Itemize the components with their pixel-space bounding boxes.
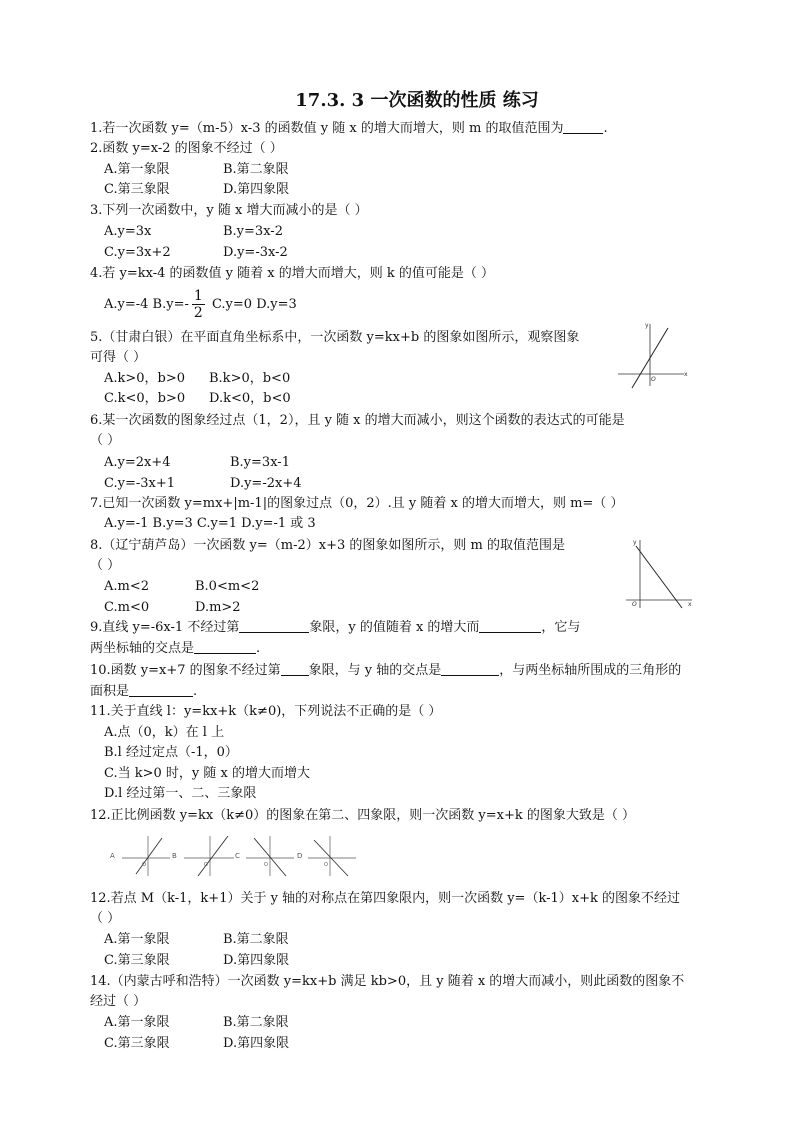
option-c: C.第三象限 [104,953,170,968]
option-label: C [235,852,240,860]
option-c: C.当 k>0 时，y 随 x 的增大而增大 [104,766,310,781]
option-d: D.第四象限 [223,182,290,197]
question-text: 象限，y 的值随着 x 的增大而 [309,620,480,635]
option-c: C.y=3x+2 [104,245,171,260]
option-a: A.第一象限 [104,162,170,177]
axis-label-y: y [645,322,649,329]
question-text: ，与两坐标轴所围成的三角形的 [499,663,682,678]
option-d: D.第四象限 [223,1036,290,1051]
answer-blank [441,661,499,676]
option-c: C.y=-3x+1 [104,476,176,491]
question-7-options: A.y=-1 B.y=3 C.y=1 D.y=-1 或 3 [104,516,316,531]
answer-blank [281,661,309,676]
option-c: C.k<0，b>0 [104,391,186,406]
graph-option-c [235,836,294,876]
function-line [198,836,228,876]
question-text: 象限，与 y 轴的交点是 [308,663,442,678]
option-a: A.m<2 [104,579,150,594]
option-a: A.第一象限 [104,932,170,947]
punct: . [603,121,608,136]
origin-label: O [651,376,656,383]
question-5-line-1: 5.（甘肃白银）在平面直角坐标系中，一次函数 y=kx+b 的图象如图所示，观察图象 [90,330,580,345]
option-d: D.l 经过第一、二、三象限 [104,786,257,801]
option-c: C.第三象限 [104,182,170,197]
punct: . [193,684,198,699]
option-d: D.y=-3x-2 [223,245,288,260]
question-6-line-2: （ ） [90,433,121,448]
option-b: B.第二象限 [223,162,289,177]
option-d: D.k<0，b<0 [209,391,291,406]
option-d: D.y=-2x+4 [230,476,302,491]
graph-option-d [297,836,356,876]
function-line [136,838,162,874]
q8-graph [624,536,696,612]
question-12b-line-1: 12.若点 M（k-1，k+1）关于 y 轴的对称点在第四象限内，则一次函数 y=（k-1）x+k 的图象不经过 [90,891,680,906]
question-12b-line-2: （ ） [90,911,121,926]
option-c: C.m<0 [104,600,150,615]
question-7: 7.已知一次函数 y=mx+|m-1|的图象过点（0，2）.且 y 随着 x 的增大而增大，则 m=（ ） [90,496,624,511]
option-a: A.y=2x+4 [104,455,171,470]
graph-option-b [172,836,234,876]
question-text: ，它与 [541,620,581,635]
question-5-line-2: 可得（ ） [90,350,147,365]
function-line [636,546,682,608]
question-10-line-1 [90,661,681,681]
question-9-line-1 [90,618,580,638]
question-12a: 12.正比例函数 y=kx（k≠0）的图象在第二、四象限，则一次函数 y=x+k 的图象大致是（ ） [90,808,636,823]
option-a: A.第一象限 [104,1015,170,1030]
origin-label: O [142,862,146,868]
option-b: B.第二象限 [223,1015,289,1030]
question-4: 4.若 y=kx-4 的函数值 y 随着 x 的增大而增大，则 k 的值可能是（ ） [90,266,495,281]
option-d: D.第四象限 [223,953,290,968]
option-c: C.第三象限 [104,1036,170,1051]
question-14-line-2: 经过（ ） [90,994,147,1009]
question-text: 9.直线 y=-6x-1 不经过第 [90,620,240,635]
option-b: B.k>0，b<0 [209,371,291,386]
q5-graph [614,318,690,390]
option-label: D [297,852,303,860]
answer-blank [129,682,193,697]
q12a-graph-options [108,834,360,878]
fraction-denominator: 2 [193,305,203,321]
page-title: 17.3. 3 一次函数的性质 练习 [295,90,539,111]
option-a: A.点（0，k）在 l 上 [104,725,225,740]
question-text: 面积是 [90,684,130,699]
option-b: B.y=3x-1 [230,455,290,470]
question-10-line-2 [90,682,197,702]
axis-label-x: x [684,371,688,378]
question-text: 两坐标轴的交点是 [90,641,195,656]
origin-label: O [632,601,637,608]
option-b: B.y=3x-2 [223,224,283,239]
question-8-line-1: 8.（辽宁葫芦岛）一次函数 y=（m-2）x+3 的图象如图所示，则 m 的取值范围是 [90,538,565,553]
answer-blank [239,618,309,633]
answer-blank [479,618,541,633]
question-9-line-2 [90,639,260,659]
question-8-line-2: （ ） [90,558,121,573]
axis-label-x: x [688,601,692,608]
question-11: 11.关于直线 l：y=kx+k（k≠0)，下列说法不正确的是（ ） [90,704,442,719]
option-label: B [172,852,177,860]
option-b: B.l 经过定点（-1，0） [104,745,238,760]
origin-label: O [204,862,208,868]
option-a: A.k>0，b>0 [104,371,186,386]
axis-label-y: y [633,539,637,546]
question-1 [90,119,608,139]
option-b: B.第二象限 [223,932,289,947]
question-14-line-1: 14.（内蒙古呼和浩特）一次函数 y=kx+b 满足 kb>0，且 y 随着 x 的增大而减小，则此函数的图象不 [90,974,685,989]
question-2: 2.函数 y=x-2 的图象不经过（ ） [90,141,283,156]
answer-blank [563,119,603,134]
origin-label: O [324,862,328,868]
options-cd: C.y=0 D.y=3 [211,297,297,312]
graph-option-a [110,836,170,876]
option-b: B.0<m<2 [195,579,260,594]
question-4-options [104,288,297,322]
question-3: 3.下列一次函数中，y 随 x 增大而减小的是（ ） [90,203,368,218]
question-6-line-1: 6.某一次函数的图象经过点（1，2），且 y 随 x 的增大而减小，则这个函数的表达式的可能是 [90,413,625,428]
options-ab: A.y=-4 B.y=- [104,297,189,312]
origin-label: O [264,862,268,868]
fraction-numerator: 1 [193,288,203,304]
punct: . [256,641,261,656]
option-d: D.m>2 [195,600,241,615]
fraction [192,288,205,321]
question-text: 1.若一次函数 y=（m-5）x-3 的函数值 y 随 x 的增大而增大，则 m 的取值范围为 [90,121,564,136]
answer-blank [194,639,256,654]
option-label: A [110,852,115,860]
question-text: 10.函数 y=x+7 的图象不经过第 [90,663,281,678]
option-a: A.y=3x [104,224,152,239]
